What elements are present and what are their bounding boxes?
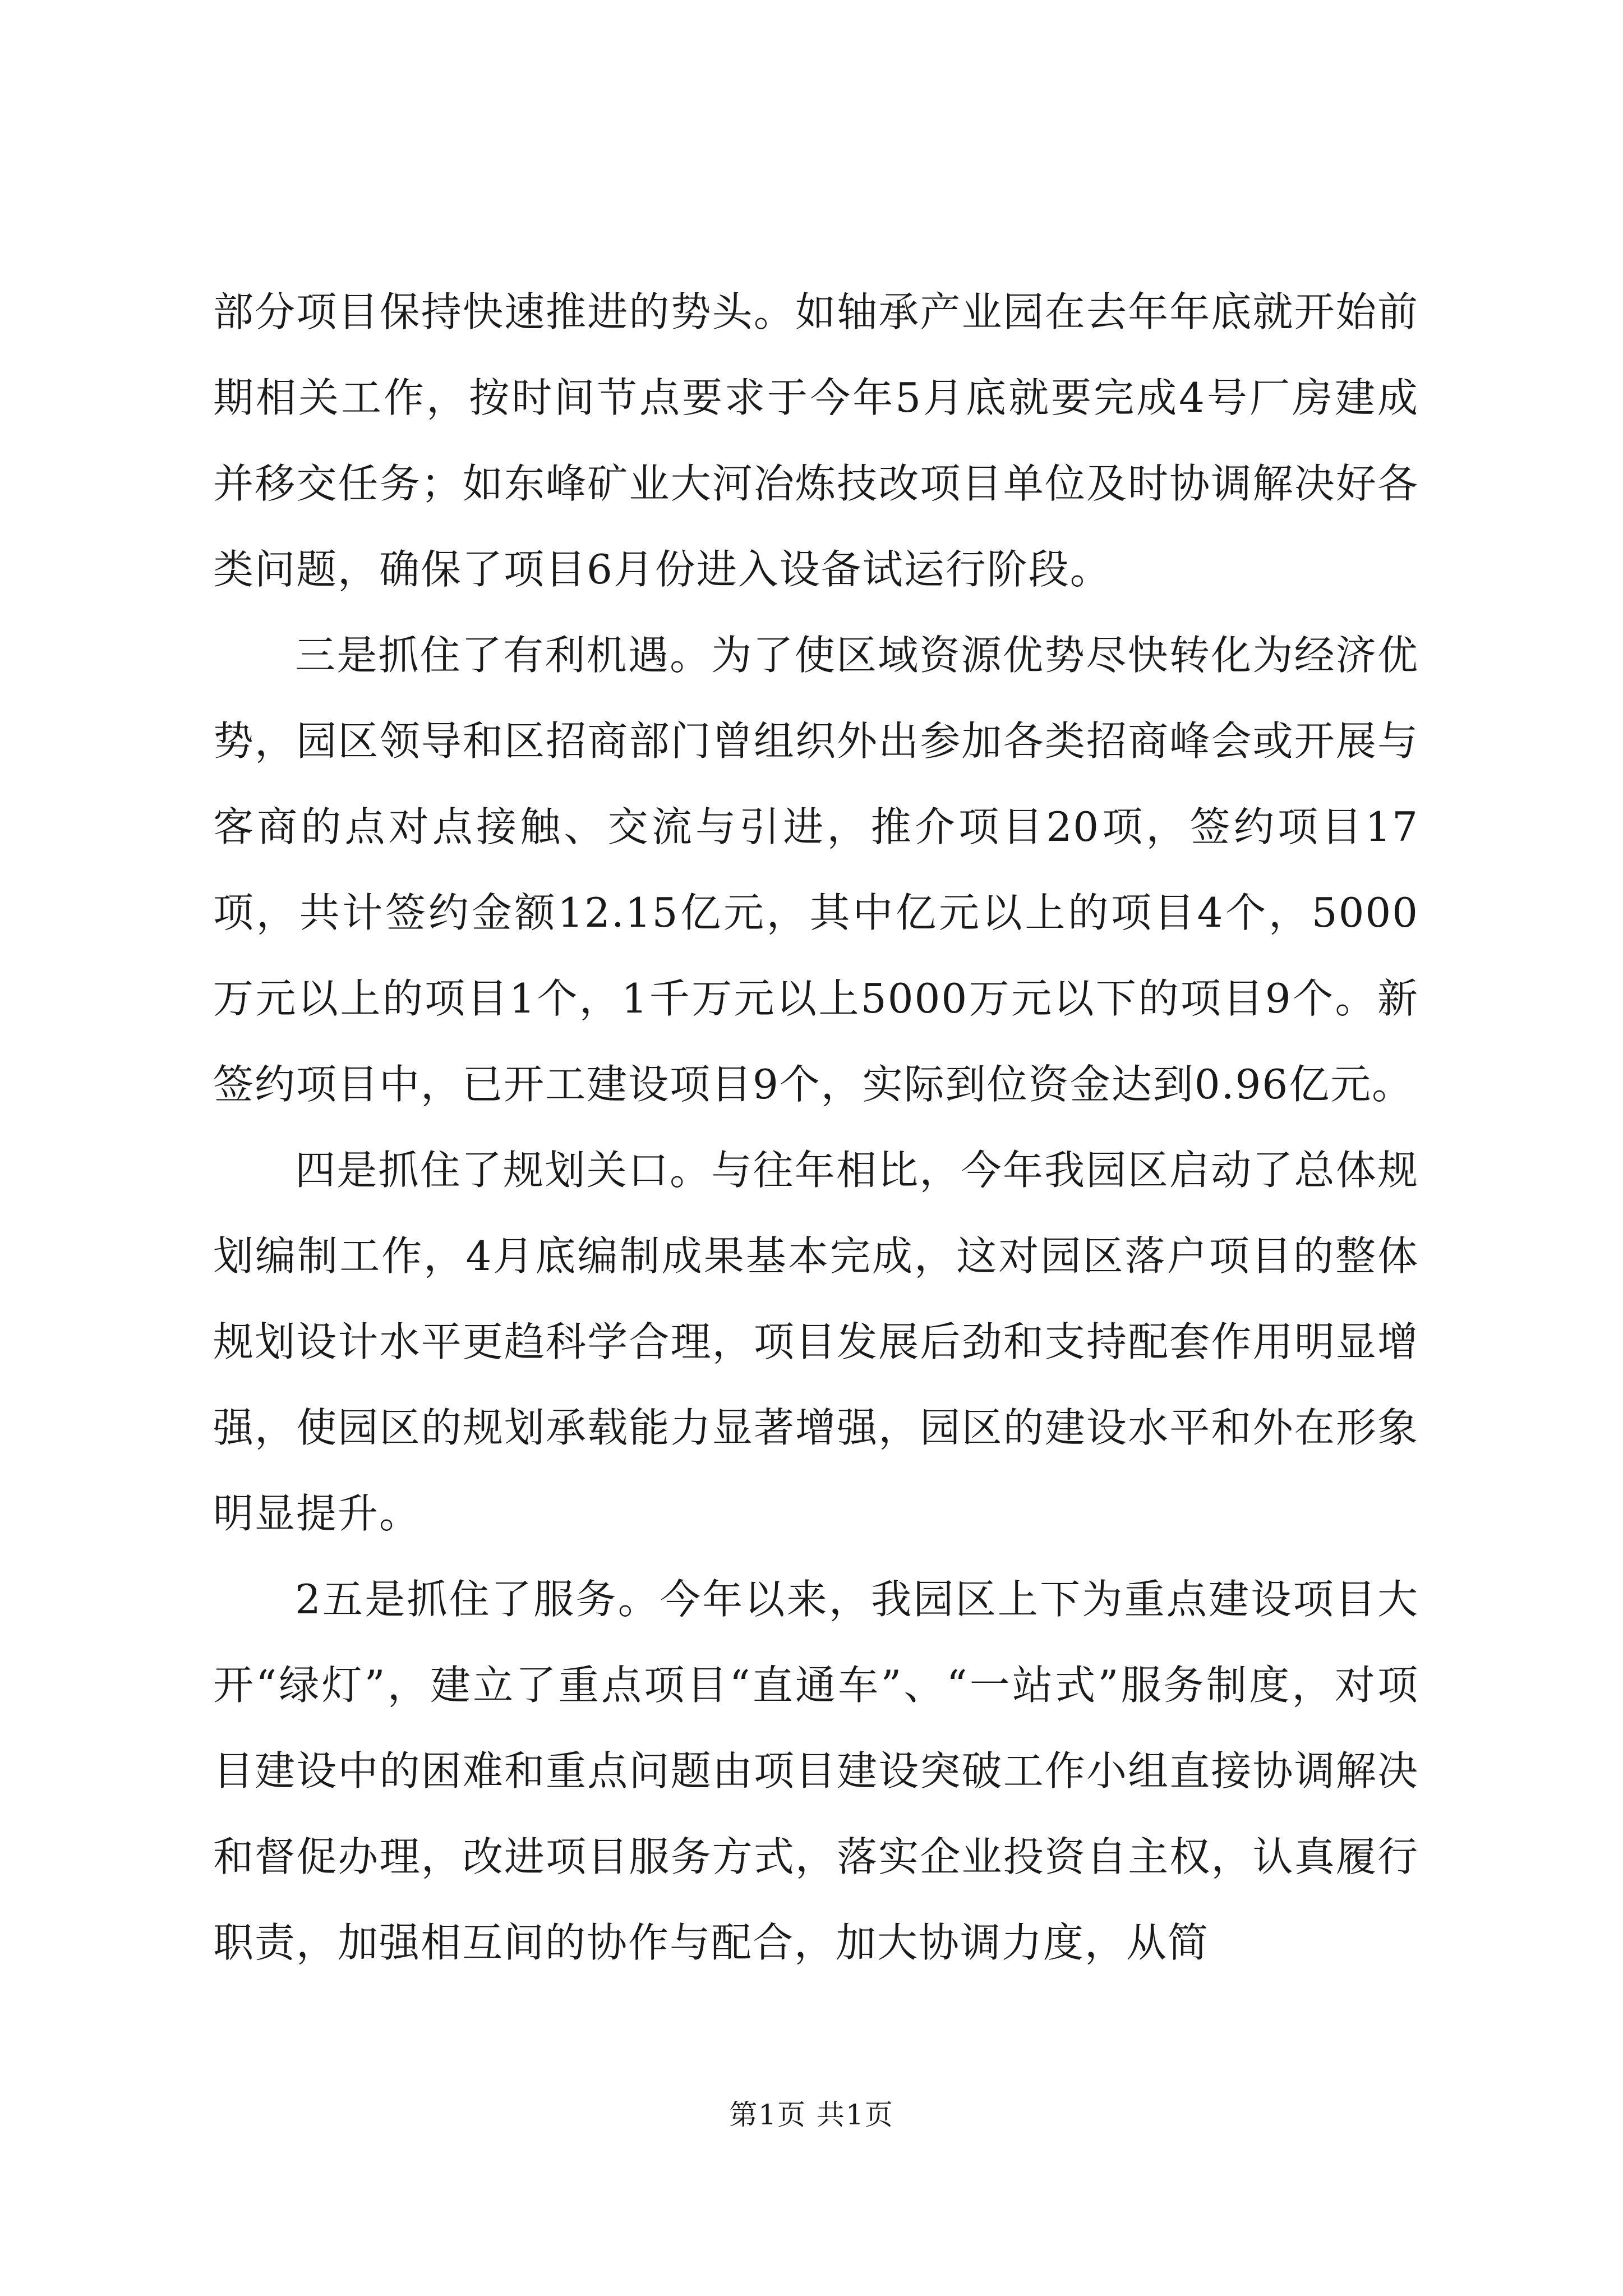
document-body [213, 269, 1419, 1986]
page-number: 第1页 共1页 [729, 2099, 894, 2131]
paragraph-4: 2五是抓住了服务。今年以来，我园区上下为重点建设项目大开“绿灯”，建立了重点项目“直通车”、“一站式”服务制度，对项目建设中的困难和重点问题由项目建设突破工作小组直接协调解决和督促办理，改进项目服务方式，落实企业投资自主权，认真履行职责，加强相互间的协作与配合，加大协调力度，从简 [213, 1576, 1419, 1966]
paragraph-3: 四是抓住了规划关口。与往年相比，今年我园区启动了总体规划编制工作，4月底编制成果基本完成，这对园区落户项目的整体规划设计水平更趋科学合理，项目发展后劲和支持配套作用明显增强，使园区的规划承载能力显著增强，园区的建设水平和外在形象明显提升。 [213, 1147, 1419, 1537]
paragraph-2: 三是抓住了有利机遇。为了使区域资源优势尽快转化为经济优势，园区领导和区招商部门曾组织外出参加各类招商峰会或开展与客商的点对点接触、交流与引进，推介项目20项，签约项目17项，共计签约金额12.15亿元，其中亿元以上的项目4个，5000万元以上的项目1个，1千万元以上5000万元以下的项目9个。新签约项目中，已开工建设项目9个，实际到位资金达到0.96亿元。 [213, 632, 1419, 1108]
page-footer [0, 2095, 1623, 2134]
paragraph-1: 部分项目保持快速推进的势头。如轴承产业园在去年年底就开始前期相关工作，按时间节点要求于今年5月底就要完成4号厂房建成并移交任务；如东峰矿业大河冶炼技改项目单位及时协调解决好各类问题，确保了项目6月份进入设备试运行阶段。 [213, 288, 1419, 593]
